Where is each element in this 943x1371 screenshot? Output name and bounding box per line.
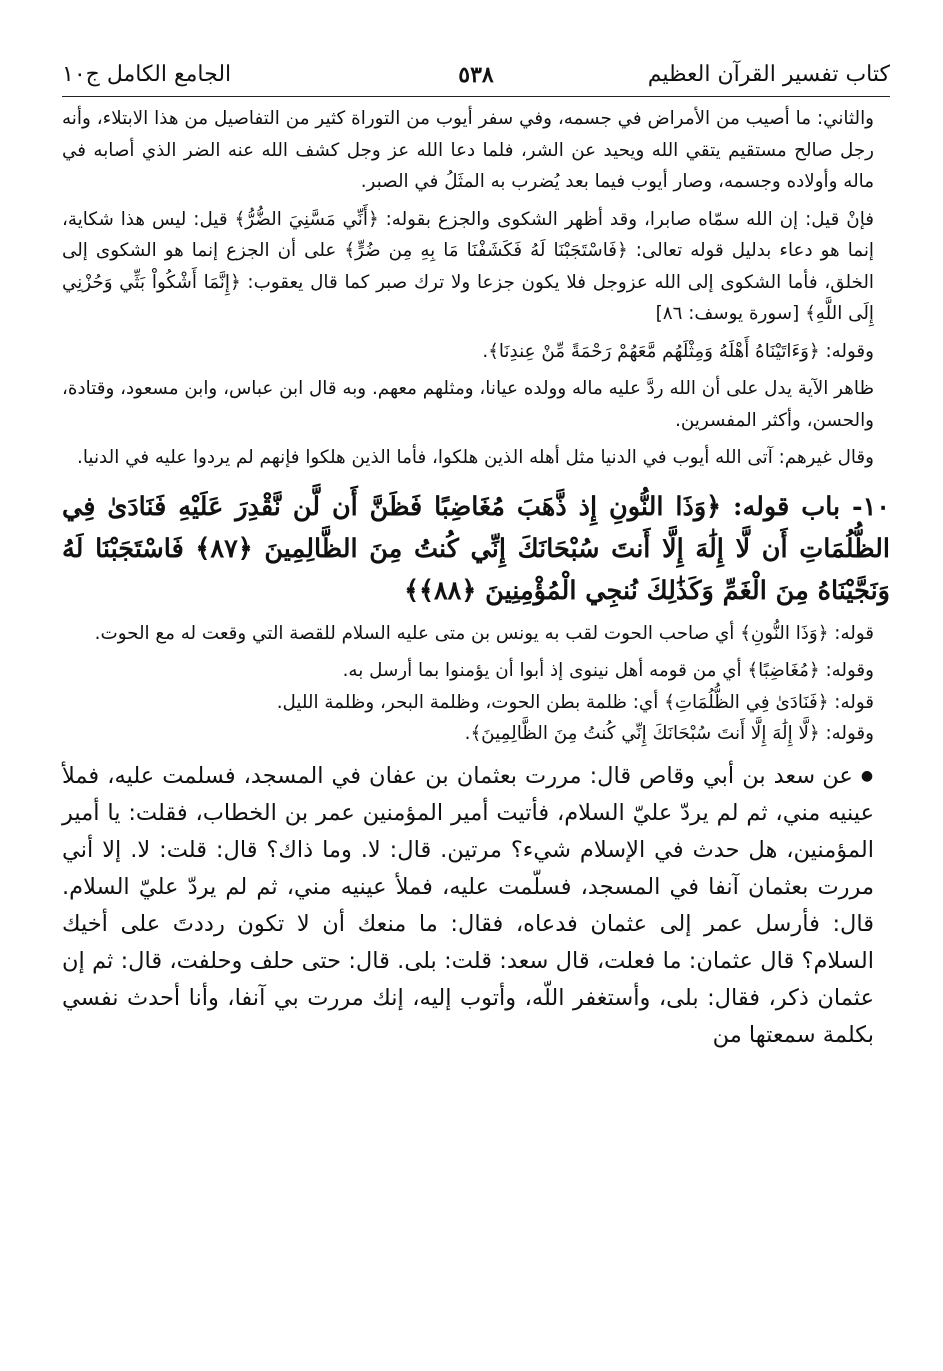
section-title: باب قوله:	[733, 491, 841, 522]
paragraph: قوله: ﴿وَذَا النُّونِ﴾ أي صاحب الحوت لقب به يونس بن متى عليه السلام للقصة التي وقعت له مع الحوت.	[94, 622, 874, 644]
paragraph: وقوله: ﴿وَءَاتَيْنَاهُ أَهْلَهُ وَمِثْلَهُم مَّعَهُمْ رَحْمَةً مِّنْ عِندِنَا﴾.	[482, 340, 874, 362]
page-number: ٥٣٨	[458, 62, 494, 88]
bullet-icon: ●	[860, 767, 874, 784]
paragraph: ظاهر الآية يدل على أن الله ردَّ عليه ماله وولده عيانا، ومثلهم معهم. وبه قال ابن عباس، وابن مسعود، وقتادة، والحسن، وأكثر المفسرين.	[62, 378, 874, 431]
book-title: كتاب تفسير القرآن العظيم	[647, 62, 890, 87]
paragraph: وقوله: ﴿لَّا إِلَٰهَ إِلَّا أَنتَ سُبْحَانَكَ إِنِّي كُنتُ مِنَ الظَّالِمِينَ﴾.	[464, 723, 874, 744]
paragraph: قوله: ﴿فَنَادَىٰ فِي الظُّلُمَاتِ﴾ أي: ظلمة بطن الحوت، وظلمة البحر، وظلمة الليل.	[276, 691, 874, 713]
section-verse: ﴿وَذَا النُّونِ إِذ ذَّهَبَ مُغَاضِبًا فَظَنَّ أَن لَّن نَّقْدِرَ عَلَيْهِ فَنَادَىٰ فِي الظُّلُمَاتِ أَن لَّا إِلَٰهَ إِلَّا أَنتَ سُبْحَانَكَ إِنِّي كُنتُ مِنَ الظَّالِمِينَ ﴿٨٧﴾ فَاسْتَجَبْنَا لَهُ وَنَجَّيْنَاهُ مِنَ الْغَمِّ وَكَذَٰلِكَ نُنجِي الْمُؤْمِنِينَ ﴿٨٨﴾﴾	[62, 491, 890, 606]
tafsir-notes	[62, 618, 890, 750]
paragraph: وقال غيرهم: آتى الله أيوب في الدنيا مثل أهله الذين هلكوا، فأما الذين هلكوا فإنهم لم يردوا عليه في الدنيا.	[77, 447, 874, 468]
paragraph: وقوله: ﴿مُغَاضِبًا﴾ أي من قومه أهل نينوى إذ أبوا أن يؤمنوا بما أرسل به.	[342, 660, 874, 681]
commentary-block	[62, 103, 890, 474]
paragraph: فإنْ قيل: إن الله سمّاه صابرا، وقد أظهر الشكوى والجزع بقوله: ﴿أَنِّي مَسَّنِيَ الضُّرُّ﴾ قيل: ليس هذا شكاية، إنما هو دعاء بدليل قوله تعالى: ﴿فَاسْتَجَبْنَا لَهُ فَكَشَفْنَا مَا بِهِ مِن ضُرٍّ﴾ على أن الجزع إنما هو الشكوى إلى الخلق، فأما الشكوى إلى الله عزوجل فلا يكون جزعا ولا ترك صبر كما قال يعقوب: ﴿إِنَّمَا أَشْكُواْ بَثِّي وَحُزْنِي إِلَى اللَّهِ﴾ [سورة يوسف: ٨٦]	[62, 208, 874, 324]
paragraph: والثاني: ما أصيب من الأمراض في جسمه، وفي سفر أيوب من التوراة كثير من التفاصيل من هذا الابتلاء، وأنه رجل صالح مستقيم يتقي الله ويحيد عن الشر، فلما دعا الله عز وجل كشف الله عنه الضر الذي أصابه في ماله وأولاده وجسمه، وصار أيوب فيما بعد يُضرب به المثَلُ في الصبر.	[62, 108, 874, 192]
page	[62, 56, 890, 1054]
section-heading	[62, 486, 890, 612]
hadith-paragraph	[62, 758, 890, 1054]
section-number: ١٠-	[852, 491, 890, 522]
volume-title: الجامع الكامل ج١٠	[62, 62, 232, 87]
hadith-text: عن سعد بن أبي وقاص قال: مررت بعثمان بن عفان في المسجد، فسلمت عليه، فملأ عينيه مني، ثم لم يردّ عليّ السلام، فأتيت أمير المؤمنين عمر بن الخطاب، فقلت: يا أمير المؤمنين، هل حدث في الإسلام شيء؟ مرتين. قال: لا. وما ذاك؟ قال: قلت: لا. إلا أني مررت بعثمان آنفا في المسجد، فسلّمت عليه، فملأ عينيه مني، ثم لم يردّ عليّ السلام. قال: فأرسل عمر إلى عثمان فدعاه، فقال: ما منعك أن لا تكون رددتَ على أخيك السلام؟ قال عثمان: ما فعلت، قال سعد: قلت: بلى. قال: حتى حلف وحلفت، قال: ثم إن عثمان ذكر، فقال: بلى، وأستغفر اللّه، وأتوب إليه، إنك مررت بي آنفا، وأنا أحدث نفسي بكلمة سمعتها من	[62, 762, 874, 1048]
hadith-block	[62, 758, 890, 1054]
running-header	[62, 56, 890, 97]
